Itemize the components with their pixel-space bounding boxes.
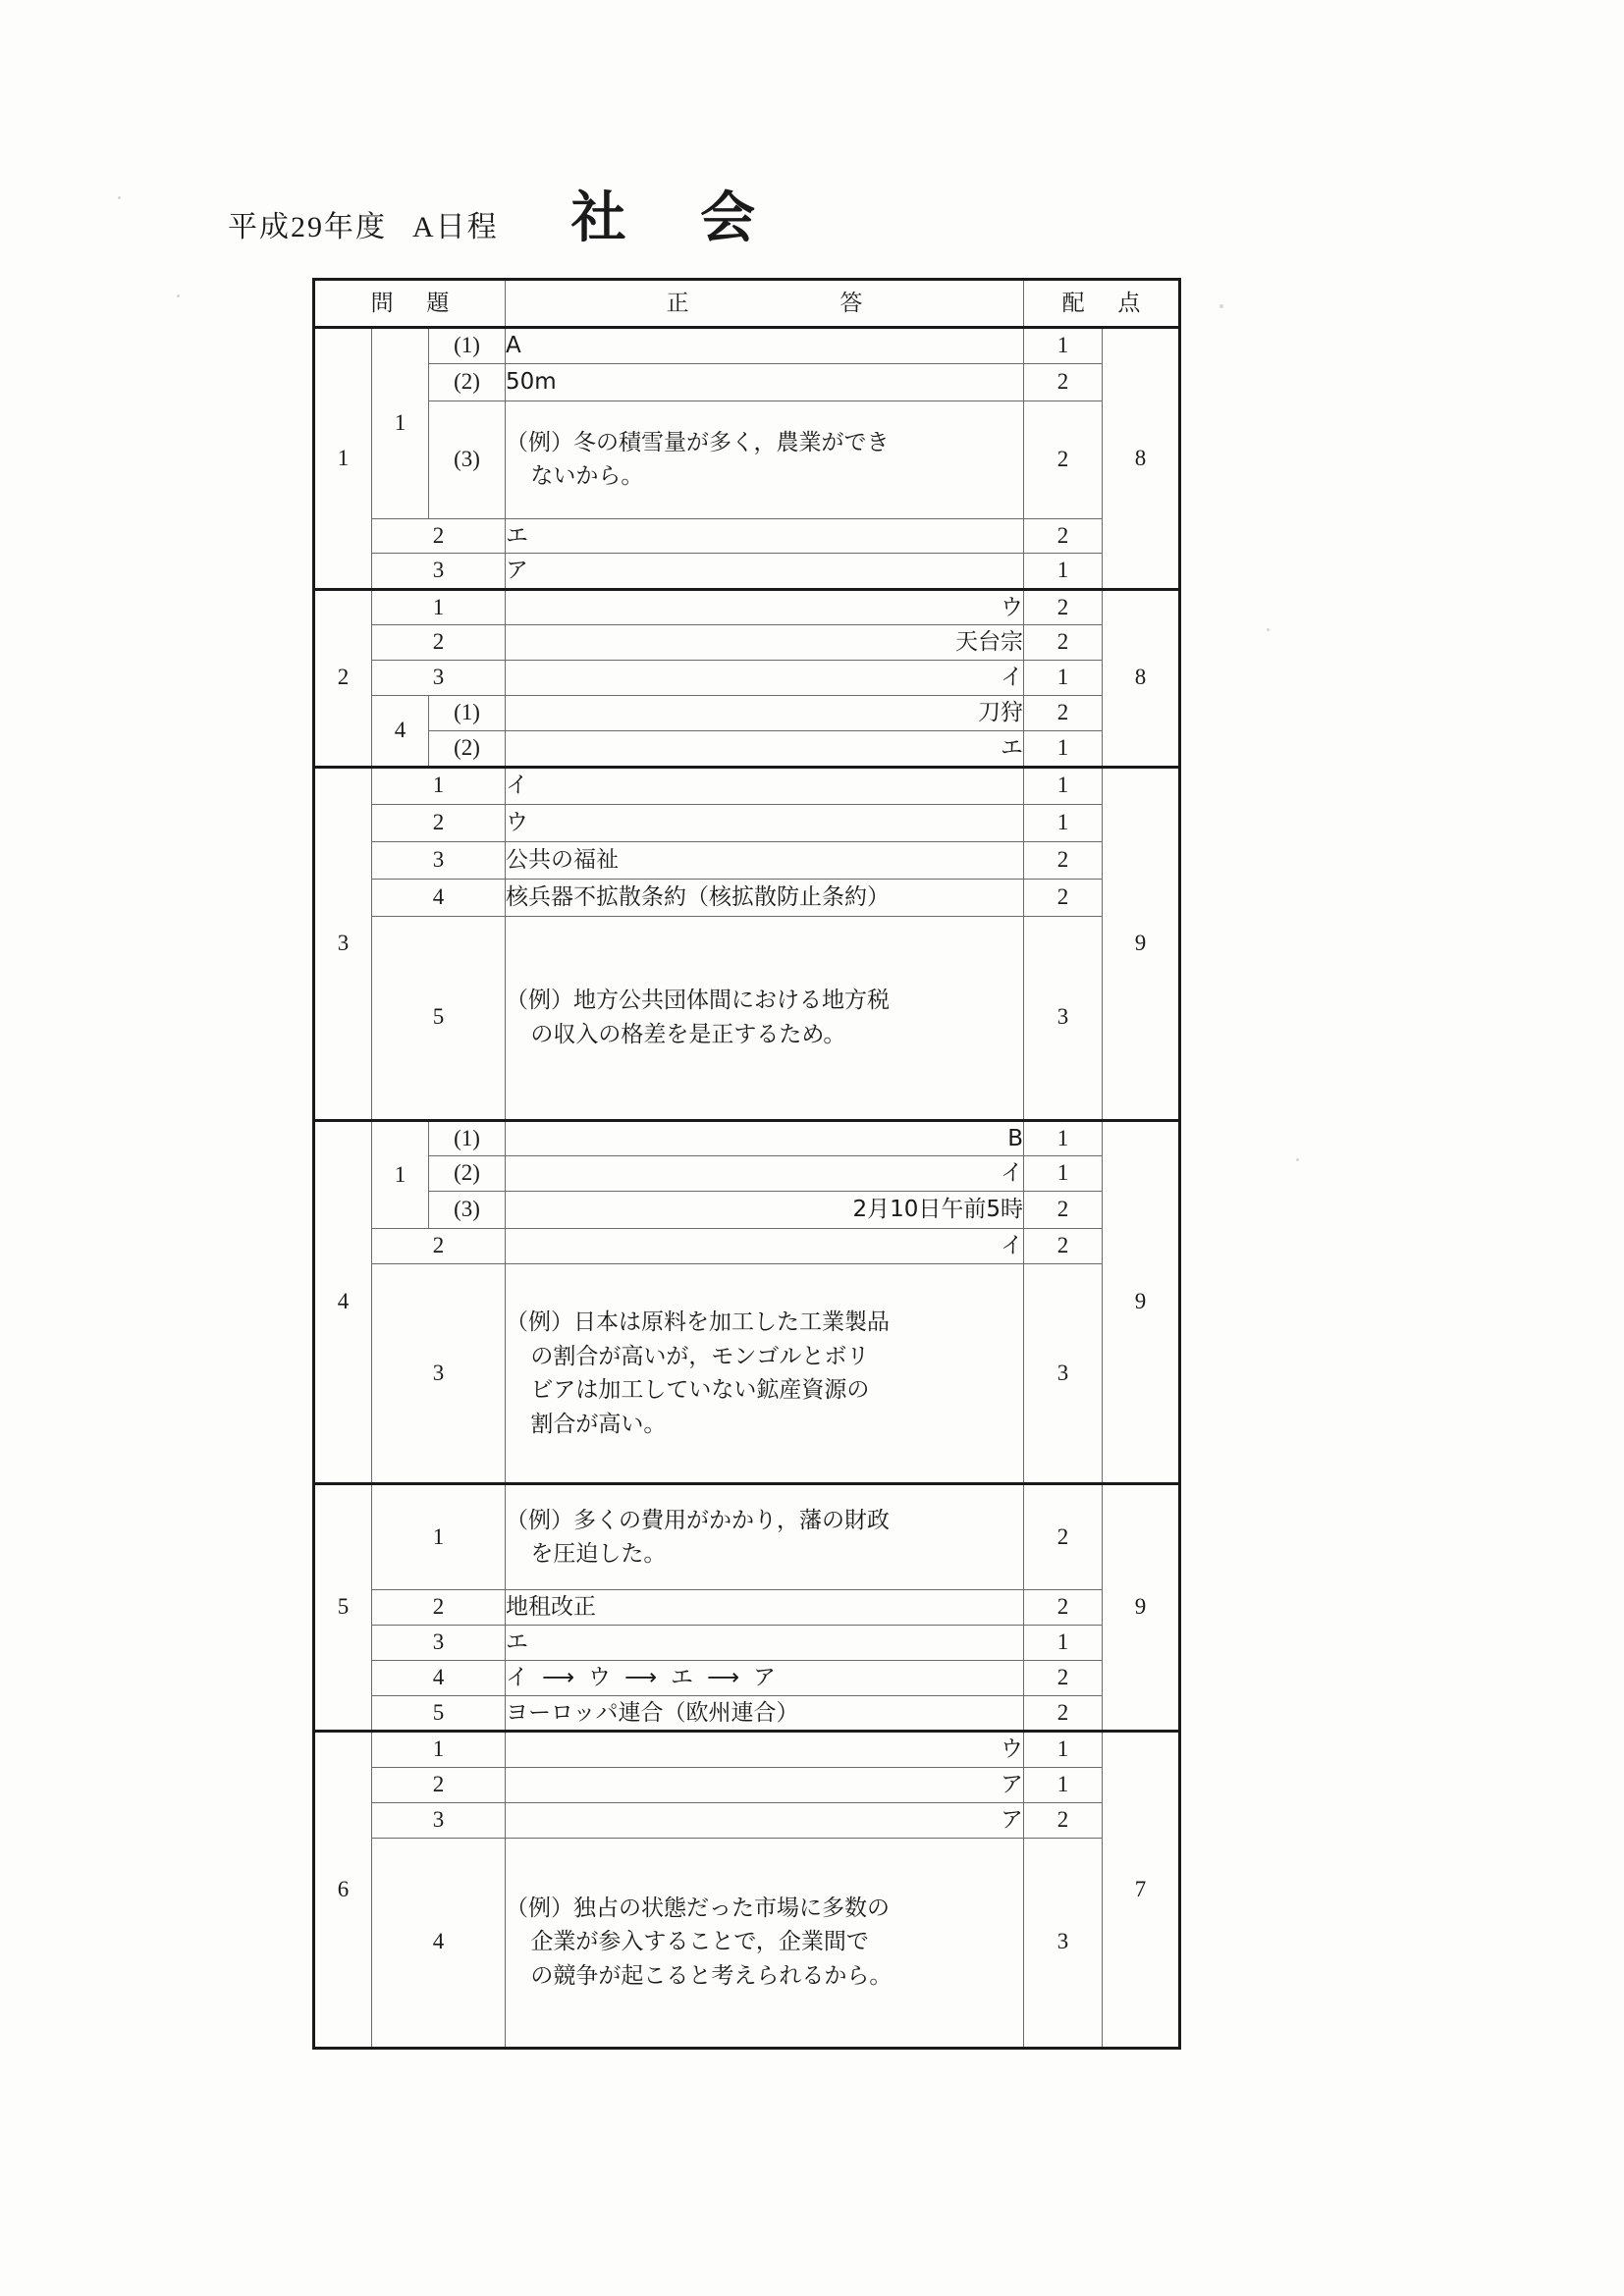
table-row [314,400,1180,518]
table-row [314,1229,1180,1264]
column-header-question: 問 題 [314,280,506,328]
answer-line: 割合が高い。 [530,1411,667,1437]
section-total-score: 9 [1103,1484,1180,1732]
answer-cell: ア [506,554,1024,590]
sub-question-number: 5 [372,916,506,1120]
answer-cell: イ [506,767,1024,804]
table-row [314,1192,1180,1229]
sub-question-number: 2 [372,625,506,661]
answer-cell [506,400,1024,518]
answer-key-table [312,278,1181,2050]
sub-question-number: 1 [372,1732,506,1768]
table-header-row [314,280,1180,328]
score-cell: 1 [1024,731,1103,768]
answer-cell: A [506,328,1024,364]
answer-line: （例）日本は原料を加工した工業製品 [506,1309,891,1335]
answer-cell: エ [506,731,1024,768]
sub-question-number: 4 [372,696,429,768]
score-cell: 2 [1024,400,1103,518]
table-row [314,363,1180,400]
score-cell: 1 [1024,767,1103,804]
table-row [314,1767,1180,1802]
table-row [314,1156,1180,1192]
exam-meta [228,202,499,245]
minor-question-number: (2) [429,731,506,768]
sequence-item: エ [670,1664,693,1690]
sub-question-number: 2 [372,1767,506,1802]
sequence-item: ウ [588,1664,611,1690]
answer-cell: ウ [506,804,1024,841]
score-cell: 2 [1024,1192,1103,1229]
table-row [314,916,1180,1120]
score-cell: 2 [1024,1660,1103,1695]
minor-question-number: (1) [429,328,506,364]
table-row [314,696,1180,731]
answer-cell: 刀狩 [506,696,1024,731]
score-cell: 1 [1024,1626,1103,1661]
score-cell: 2 [1024,625,1103,661]
sub-question-number: 2 [372,1229,506,1264]
score-cell: 2 [1024,696,1103,731]
table-row [314,1264,1180,1484]
sub-question-number: 3 [372,661,506,696]
minor-question-number: (1) [429,1120,506,1156]
score-cell: 1 [1024,1120,1103,1156]
section-number: 1 [314,328,372,590]
scan-speck [118,196,121,199]
answer-line: （例）地方公共団体間における地方税 [506,988,891,1013]
answer-cell: 核兵器不拡散条約（核拡散防止条約） [506,879,1024,916]
answer-cell: エ [506,1626,1024,1661]
answer-cell: ア [506,1802,1024,1838]
answer-line: （例）冬の積雪量が多く，農業ができ [506,429,890,455]
answer-cell [506,1838,1024,2048]
answer-cell: B [506,1120,1024,1156]
table-row [314,767,1180,804]
score-cell: 1 [1024,804,1103,841]
answer-cell: エ [506,518,1024,554]
section-total-score: 9 [1103,1120,1180,1484]
sequence-item: ア [752,1664,776,1690]
answer-cell: ウ [506,1732,1024,1768]
minor-question-number: (3) [429,1192,506,1229]
table-row [314,1484,1180,1590]
table-row [314,518,1180,554]
table-row [314,1802,1180,1838]
answer-cell [506,1660,1024,1695]
table-row [314,841,1180,879]
answer-line: の割合が高いが，モンゴルとボリ [530,1343,870,1369]
answer-line: ないから。 [530,463,644,489]
score-cell: 1 [1024,1156,1103,1192]
section-number: 5 [314,1484,372,1732]
table-body [314,328,1180,2049]
score-cell: 1 [1024,1767,1103,1802]
answer-line: の競争が起こると考えられるから。 [530,1962,893,1989]
section-number: 4 [314,1120,372,1484]
table-row [314,1590,1180,1626]
arrow-icon: ⟶ [542,1664,574,1690]
scan-speck [1296,1158,1299,1161]
answer-cell [506,916,1024,1120]
score-cell: 2 [1024,841,1103,879]
answer-cell: イ [506,1229,1024,1264]
arrow-icon: ⟶ [706,1664,739,1690]
scan-speck [1267,628,1270,631]
sub-question-number: 1 [372,1120,429,1229]
table-row [314,1660,1180,1695]
sub-question-number: 3 [372,841,506,879]
score-cell: 2 [1024,1802,1103,1838]
sub-question-number: 5 [372,1695,506,1732]
score-cell: 2 [1024,363,1103,400]
score-cell: 2 [1024,1695,1103,1732]
sub-question-number: 2 [372,1590,506,1626]
score-cell: 1 [1024,554,1103,590]
answer-cell [506,1484,1024,1590]
table-row [314,731,1180,768]
table-row [314,625,1180,661]
table-row [314,554,1180,590]
sub-question-number: 4 [372,879,506,916]
score-cell: 2 [1024,518,1103,554]
sub-question-number: 1 [372,1484,506,1590]
sub-question-number: 3 [372,1802,506,1838]
exam-subject-title: 社 会 [570,187,784,250]
answer-line: を圧迫した。 [530,1541,667,1567]
section-number: 6 [314,1732,372,2049]
answer-line: の収入の格差を是正するため。 [530,1021,846,1047]
answer-line: （例）多くの費用がかかり，藩の財政 [506,1507,891,1533]
minor-question-number: (2) [429,1156,506,1192]
section-number: 2 [314,589,372,767]
table-row [314,328,1180,364]
answer-line: （例）独占の状態だった市場に多数の [506,1895,891,1921]
answer-cell: イ [506,1156,1024,1192]
table-row [314,804,1180,841]
answer-cell [506,1264,1024,1484]
score-cell: 1 [1024,1732,1103,1768]
score-cell: 3 [1024,1838,1103,2048]
section-total-score: 8 [1103,328,1180,590]
sub-question-number: 3 [372,554,506,590]
sub-question-number: 1 [372,767,506,804]
answer-cell: 天台宗 [506,625,1024,661]
exam-schedule: A日程 [412,211,499,243]
sub-question-number: 4 [372,1838,506,2048]
section-total-score: 9 [1103,767,1180,1120]
scan-speck [1219,304,1223,308]
exam-year: 平成29年度 [228,211,387,243]
score-cell: 3 [1024,1264,1103,1484]
table-row [314,589,1180,625]
sub-question-number: 4 [372,1660,506,1695]
answer-line: ビアは加工していない鉱産資源の [530,1377,870,1403]
sub-question-number: 3 [372,1264,506,1484]
score-cell: 1 [1024,661,1103,696]
table-row [314,1695,1180,1732]
table-row [314,1626,1180,1661]
document-header [228,175,783,253]
answer-cell: 地租改正 [506,1590,1024,1626]
table-row [314,1732,1180,1768]
minor-question-number: (3) [429,400,506,518]
answer-cell: 50m [506,363,1024,400]
answer-cell: 2月10日午前5時 [506,1192,1024,1229]
answer-cell: イ [506,661,1024,696]
section-total-score: 7 [1103,1732,1180,2049]
answer-cell: ヨーロッパ連合（欧州連合） [506,1695,1024,1732]
column-header-score: 配 点 [1024,280,1180,328]
table-row [314,1120,1180,1156]
answer-cell: ウ [506,589,1024,625]
score-cell: 2 [1024,1484,1103,1590]
table-row [314,1838,1180,2048]
answer-cell: ア [506,1767,1024,1802]
sub-question-number: 3 [372,1626,506,1661]
section-number: 3 [314,767,372,1120]
minor-question-number: (1) [429,696,506,731]
sub-question-number: 2 [372,518,506,554]
minor-question-number: (2) [429,363,506,400]
sub-question-number: 1 [372,589,506,625]
section-total-score: 8 [1103,589,1180,767]
score-cell: 2 [1024,1229,1103,1264]
table-row [314,661,1180,696]
answer-arrow-sequence [506,1661,776,1695]
score-cell: 3 [1024,916,1103,1120]
sub-question-number: 1 [372,328,429,519]
score-cell: 2 [1024,879,1103,916]
column-header-answer: 正 答 [506,280,1024,328]
sequence-item: イ [506,1664,529,1690]
score-cell: 2 [1024,1590,1103,1626]
score-cell: 2 [1024,589,1103,625]
score-cell: 1 [1024,328,1103,364]
table-row [314,879,1180,916]
sub-question-number: 2 [372,804,506,841]
arrow-icon: ⟶ [624,1664,657,1690]
answer-cell: 公共の福祉 [506,841,1024,879]
answer-line: 企業が参入することで，企業間で [530,1929,869,1955]
scan-speck [177,294,180,297]
